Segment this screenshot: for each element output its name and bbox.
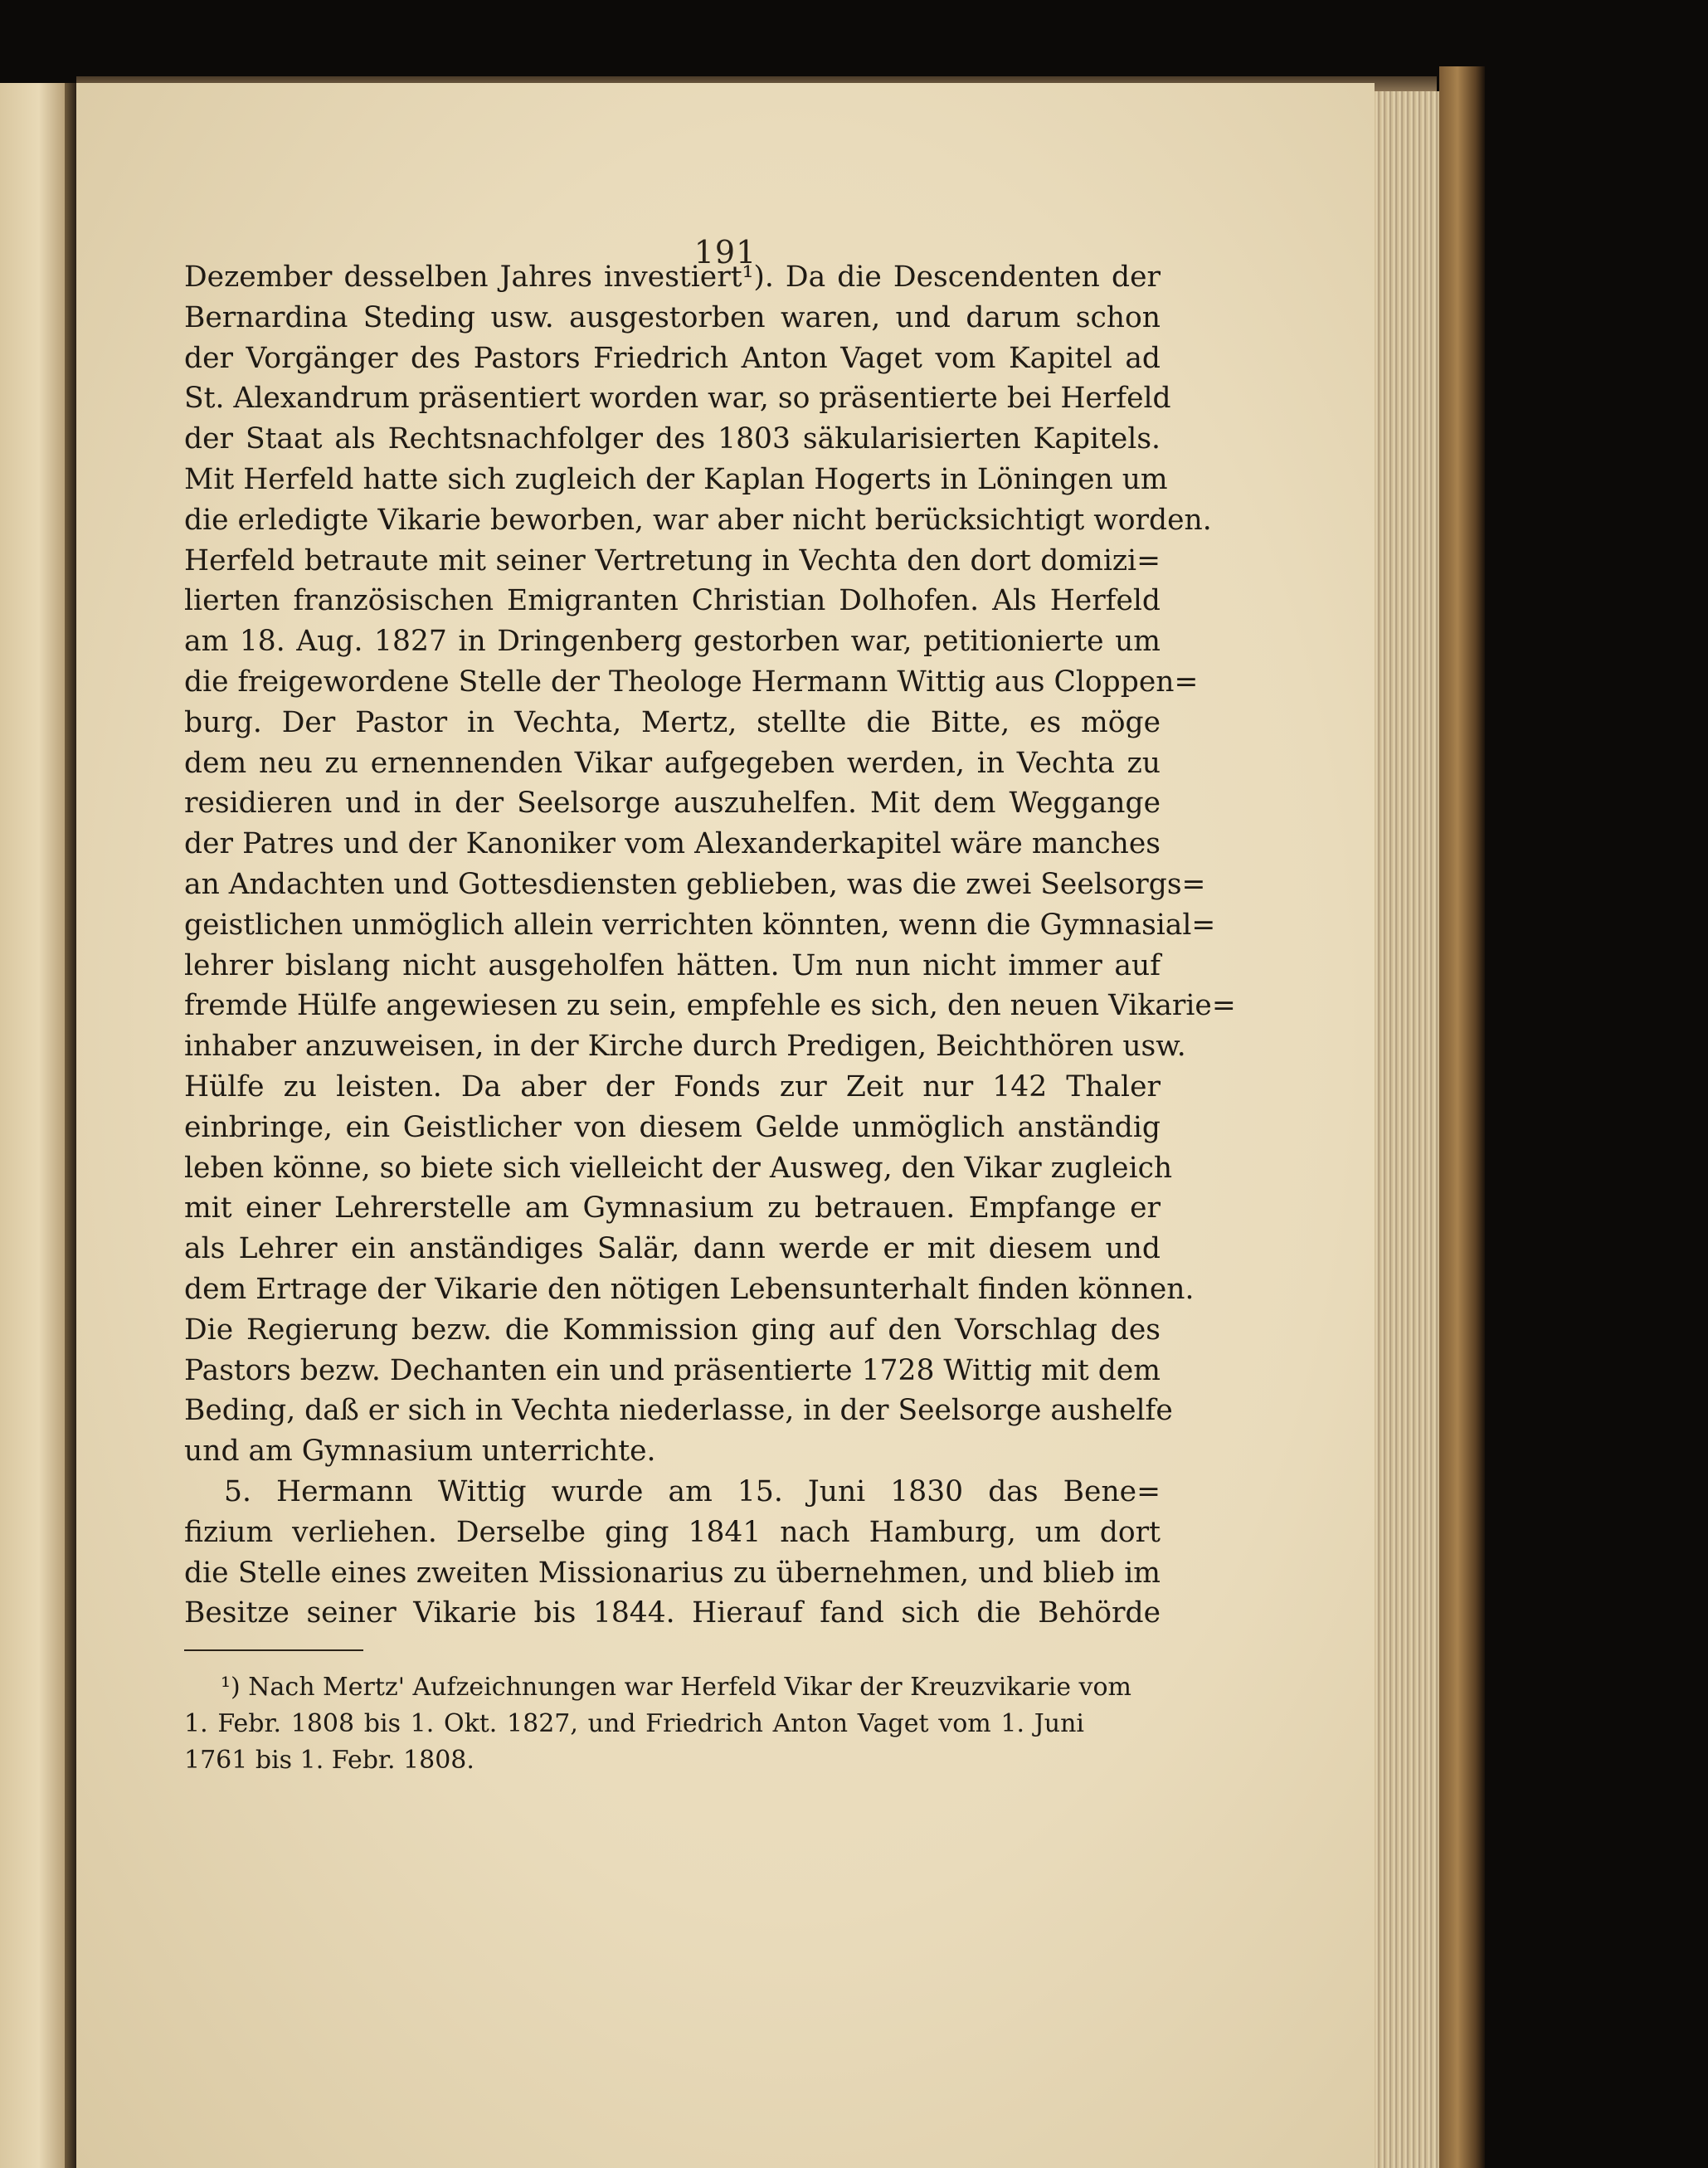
- text-line: Hülfe zu leisten. Da aber der Fonds zur Zeit nur 142 Thaler: [184, 1069, 1161, 1103]
- text-line: Dezember desselben Jahres investiert¹). Da die Descendenten der: [184, 261, 1161, 294]
- text-line: am 18. Aug. 1827 in Dringenberg gestorben war, petitionierte um: [184, 625, 1161, 659]
- footnote-divider: [184, 1649, 363, 1651]
- text-line: Pastors bezw. Dechanten ein und präsentierte 1728 Wittig mit dem: [184, 1353, 1161, 1387]
- text-line: und am Gymnasium unterrichte.: [184, 1435, 656, 1469]
- footnote-line: ¹) Nach Mertz' Aufzeichnungen war Herfeld Vikar der Kreuzvikarie vom: [221, 1673, 1131, 1702]
- footnote-line: 1. Febr. 1808 bis 1. Okt. 1827, und Friedrich Anton Vaget vom 1. Juni: [184, 1709, 1084, 1738]
- text-line: leben könne, so biete sich vielleicht der Ausweg, den Vikar zugleich: [184, 1151, 1173, 1185]
- text-line: burg. Der Pastor in Vechta, Mertz, stellte die Bitte, es möge: [184, 705, 1161, 739]
- text-line: lehrer bislang nicht ausgeholfen hätten. Um nun nicht immer auf: [184, 948, 1161, 982]
- text-line: geistlichen unmöglich allein verrichten könnten, wenn die Gymnasial=: [184, 908, 1216, 942]
- text-line: mit einer Lehrerstelle am Gymnasium zu betrauen. Empfange er: [184, 1191, 1161, 1225]
- text-line: dem Ertrage der Vikarie den nötigen Lebensunterhalt finden können.: [184, 1272, 1195, 1306]
- text-line: der Staat als Rechtsnachfolger des 1803 säkularisierten Kapitels.: [184, 422, 1161, 456]
- text-line: Die Regierung bezw. die Kommission ging auf den Vorschlag des: [184, 1313, 1161, 1347]
- book-gutter: [65, 83, 76, 2168]
- text-line: Mit Herfeld hatte sich zugleich der Kaplan Hogerts in Löningen um: [184, 462, 1168, 496]
- page-number: 191: [693, 234, 757, 270]
- text-line: der Patres und der Kanoniker vom Alexanderkapitel wäre manches: [184, 827, 1161, 861]
- text-line: der Vorgänger des Pastors Friedrich Anton Vaget vom Kapitel ad: [184, 341, 1161, 375]
- text-line: St. Alexandrum präsentiert worden war, so präsentierte bei Herfeld: [184, 382, 1171, 416]
- footnote-line: 1761 bis 1. Febr. 1808.: [184, 1746, 474, 1775]
- text-line: als Lehrer ein anständiges Salär, dann werde er mit diesem und: [184, 1232, 1161, 1266]
- text-line: 5. Hermann Wittig wurde am 15. Juni 1830 das Bene=: [224, 1474, 1161, 1508]
- text-line: dem neu zu ernennenden Vikar aufgegeben werden, in Vechta zu: [184, 746, 1161, 780]
- text-line: inhaber anzuweisen, in der Kirche durch Predigen, Beichthören usw.: [184, 1030, 1186, 1064]
- text-line: Beding, daß er sich in Vechta niederlasse, in der Seelsorge aushelfe: [184, 1394, 1173, 1428]
- page-block-fore-edge: [1369, 91, 1439, 2168]
- text-line: die erledigte Vikarie beworben, war aber nicht berücksichtigt worden.: [184, 503, 1212, 537]
- footnotes: [184, 1669, 1131, 1779]
- text-line: lierten französischen Emigranten Christian Dolhofen. Als Herfeld: [184, 584, 1161, 618]
- body-text: [184, 257, 1236, 1634]
- text-line: fremde Hülfe angewiesen zu sein, empfehle es sich, den neuen Vikarie=: [184, 989, 1236, 1023]
- text-line: einbringe, ein Geistlicher von diesem Gelde unmöglich anständig: [184, 1110, 1161, 1144]
- text-line: Besitze seiner Vikarie bis 1844. Hierauf fand sich die Behörde: [184, 1596, 1161, 1630]
- text-line: fizium verliehen. Derselbe ging 1841 nach Hamburg, um dort: [184, 1515, 1161, 1549]
- text-line: Bernardina Steding usw. ausgestorben waren, und darum schon: [184, 300, 1161, 334]
- text-line: an Andachten und Gottesdiensten geblieben, was die zwei Seelsorgs=: [184, 867, 1206, 901]
- book-page: [76, 83, 1375, 2168]
- text-line: residieren und in der Seelsorge auszuhelfen. Mit dem Weggange: [184, 787, 1161, 821]
- book-cover-edge: [1439, 66, 1485, 2168]
- previous-page-edge: [0, 83, 65, 2168]
- text-line: die Stelle eines zweiten Missionarius zu übernehmen, und blieb im: [184, 1556, 1161, 1590]
- text-line: Herfeld betraute mit seiner Vertretung in Vechta den dort domizi=: [184, 543, 1161, 577]
- text-line: die freigewordene Stelle der Theologe Hermann Wittig aus Cloppen=: [184, 665, 1199, 699]
